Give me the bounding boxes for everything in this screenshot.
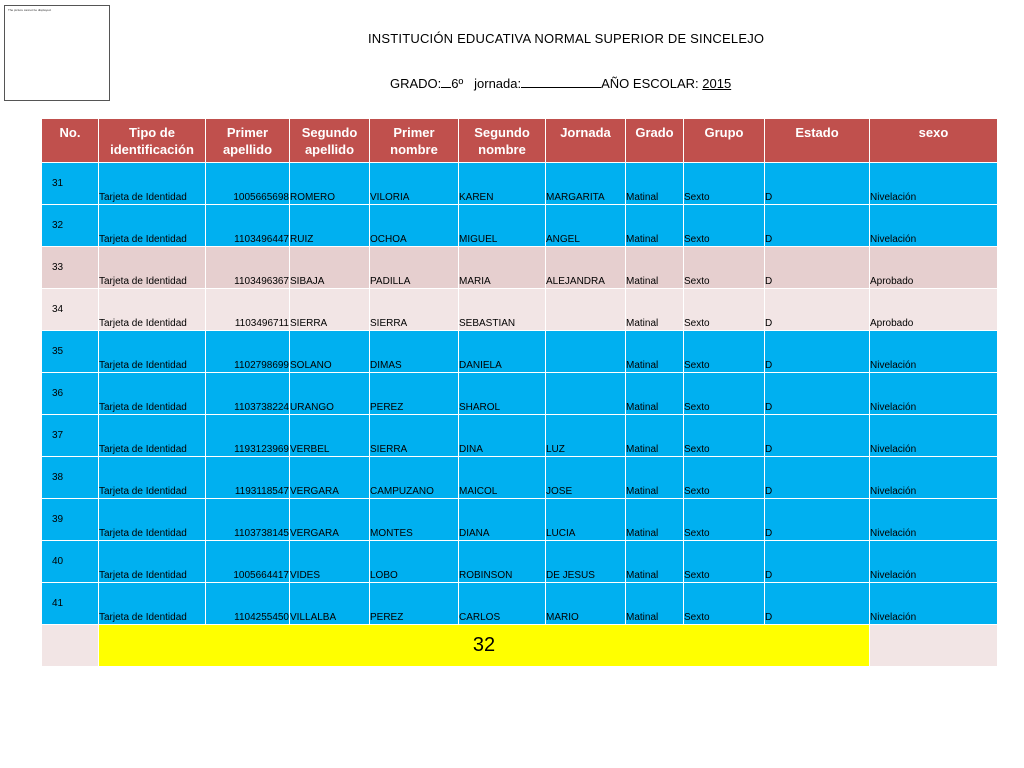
cell-grado: Sexto: [684, 499, 765, 541]
table-row: [42, 415, 998, 457]
cell-estado: Nivelación: [870, 541, 998, 583]
cell-primer-apellido: SOLANO: [290, 331, 370, 373]
cell-segundo-apellido: PEREZ: [370, 583, 459, 625]
cell-grupo: D: [765, 205, 870, 247]
cell-primer-apellido: URANGO: [290, 373, 370, 415]
cell-primer-apellido: SIBAJA: [290, 247, 370, 289]
cell-segundo-apellido: DIMAS: [370, 331, 459, 373]
cell-grado: Sexto: [684, 541, 765, 583]
cell-primer-apellido: ROMERO: [290, 163, 370, 205]
cell-segundo-apellido: PADILLA: [370, 247, 459, 289]
cell-segundo-apellido: MONTES: [370, 499, 459, 541]
total-empty-right: [870, 625, 998, 667]
cell-documento: 1103496367: [206, 247, 290, 289]
total-empty-left: [42, 625, 99, 667]
cell-tipo-identificacion: Tarjeta de Identidad: [99, 205, 206, 247]
cell-tipo-identificacion: Tarjeta de Identidad: [99, 163, 206, 205]
cell-no: 33: [42, 247, 99, 289]
cell-tipo-identificacion: Tarjeta de Identidad: [99, 499, 206, 541]
cell-primer-nombre: SEBASTIAN: [459, 289, 546, 331]
cell-tipo-identificacion: Tarjeta de Identidad: [99, 415, 206, 457]
cell-primer-nombre: MAICOL: [459, 457, 546, 499]
cell-primer-nombre: DINA: [459, 415, 546, 457]
cell-grado: Sexto: [684, 163, 765, 205]
cell-grupo: D: [765, 415, 870, 457]
jornada-blank: [521, 75, 601, 88]
cell-grupo: D: [765, 331, 870, 373]
cell-primer-apellido: RUIZ: [290, 205, 370, 247]
cell-no: 39: [42, 499, 99, 541]
cell-primer-apellido: VERGARA: [290, 499, 370, 541]
cell-tipo-identificacion: Tarjeta de Identidad: [99, 541, 206, 583]
cell-segundo-nombre: DE JESUS: [546, 541, 626, 583]
cell-estado: Nivelación: [870, 331, 998, 373]
cell-no: 31: [42, 163, 99, 205]
cell-grado: Sexto: [684, 289, 765, 331]
cell-grupo: D: [765, 289, 870, 331]
cell-jornada: Matinal: [626, 373, 684, 415]
cell-segundo-nombre: [546, 289, 626, 331]
cell-grupo: D: [765, 163, 870, 205]
cell-primer-nombre: KAREN: [459, 163, 546, 205]
students-table: [41, 118, 998, 667]
cell-no: 38: [42, 457, 99, 499]
column-header: Segundo apellido: [290, 119, 370, 163]
cell-segundo-nombre: LUZ: [546, 415, 626, 457]
cell-grupo: D: [765, 583, 870, 625]
cell-estado: Nivelación: [870, 373, 998, 415]
cell-grupo: D: [765, 373, 870, 415]
cell-grado: Sexto: [684, 373, 765, 415]
cell-jornada: Matinal: [626, 541, 684, 583]
anio-value: 2015: [702, 76, 732, 91]
cell-grado: Sexto: [684, 457, 765, 499]
table-row: [42, 163, 998, 205]
cell-segundo-apellido: OCHOA: [370, 205, 459, 247]
cell-tipo-identificacion: Tarjeta de Identidad: [99, 331, 206, 373]
cell-segundo-nombre: ANGEL: [546, 205, 626, 247]
cell-primer-nombre: DANIELA: [459, 331, 546, 373]
cell-estado: Aprobado: [870, 289, 998, 331]
table-row: [42, 289, 998, 331]
cell-grupo: D: [765, 541, 870, 583]
total-row: [42, 625, 998, 667]
grado-label: GRADO:: [390, 76, 442, 91]
cell-jornada: Matinal: [626, 331, 684, 373]
table-row: [42, 541, 998, 583]
cell-jornada: Matinal: [626, 499, 684, 541]
cell-segundo-apellido: SIERRA: [370, 289, 459, 331]
cell-grado: Sexto: [684, 583, 765, 625]
cell-no: 36: [42, 373, 99, 415]
cell-primer-nombre: SHAROL: [459, 373, 546, 415]
table-row: [42, 457, 998, 499]
cell-documento: 1103496711: [206, 289, 290, 331]
cell-grupo: D: [765, 247, 870, 289]
cell-estado: Nivelación: [870, 583, 998, 625]
table-row: [42, 373, 998, 415]
cell-jornada: Matinal: [626, 289, 684, 331]
cell-estado: Nivelación: [870, 415, 998, 457]
cell-no: 34: [42, 289, 99, 331]
logo-placeholder: [4, 5, 110, 101]
cell-jornada: Matinal: [626, 457, 684, 499]
cell-primer-apellido: SIERRA: [290, 289, 370, 331]
column-header: No.: [42, 119, 99, 163]
cell-jornada: Matinal: [626, 163, 684, 205]
column-header: Primer nombre: [370, 119, 459, 163]
cell-primer-apellido: VIDES: [290, 541, 370, 583]
cell-tipo-identificacion: Tarjeta de Identidad: [99, 457, 206, 499]
column-header: Grado: [626, 119, 684, 163]
column-header: Grupo: [684, 119, 765, 163]
grade-line: [390, 75, 731, 91]
cell-segundo-nombre: MARGARITA: [546, 163, 626, 205]
cell-primer-nombre: MIGUEL: [459, 205, 546, 247]
cell-documento: 1104255450: [206, 583, 290, 625]
cell-segundo-nombre: [546, 331, 626, 373]
cell-tipo-identificacion: Tarjeta de Identidad: [99, 289, 206, 331]
cell-segundo-apellido: VILORIA: [370, 163, 459, 205]
cell-segundo-nombre: [546, 373, 626, 415]
anio-label: AÑO ESCOLAR:: [601, 76, 703, 91]
table-row: [42, 247, 998, 289]
cell-segundo-nombre: ALEJANDRA: [546, 247, 626, 289]
column-header: Primer apellido: [206, 119, 290, 163]
table-header-row: [42, 119, 998, 163]
cell-grado: Sexto: [684, 415, 765, 457]
column-header: sexo: [870, 119, 998, 163]
cell-estado: Nivelación: [870, 163, 998, 205]
column-header: Tipo de identificación: [99, 119, 206, 163]
cell-primer-nombre: MARIA: [459, 247, 546, 289]
cell-documento: 1103738145: [206, 499, 290, 541]
table-row: [42, 331, 998, 373]
cell-segundo-apellido: SIERRA: [370, 415, 459, 457]
cell-documento: 1193118547: [206, 457, 290, 499]
cell-primer-nombre: ROBINSON: [459, 541, 546, 583]
cell-segundo-apellido: CAMPUZANO: [370, 457, 459, 499]
cell-tipo-identificacion: Tarjeta de Identidad: [99, 583, 206, 625]
column-header: Jornada: [546, 119, 626, 163]
cell-primer-apellido: VILLALBA: [290, 583, 370, 625]
cell-jornada: Matinal: [626, 583, 684, 625]
cell-jornada: Matinal: [626, 415, 684, 457]
cell-tipo-identificacion: Tarjeta de Identidad: [99, 373, 206, 415]
cell-jornada: Matinal: [626, 247, 684, 289]
table-row: [42, 499, 998, 541]
cell-primer-apellido: VERBEL: [290, 415, 370, 457]
cell-segundo-apellido: PEREZ: [370, 373, 459, 415]
cell-segundo-apellido: LOBO: [370, 541, 459, 583]
cell-grado: Sexto: [684, 247, 765, 289]
grado-value: 6º: [451, 76, 464, 91]
cell-estado: Nivelación: [870, 457, 998, 499]
cell-documento: 1193123969: [206, 415, 290, 457]
cell-segundo-nombre: LUCIA: [546, 499, 626, 541]
logo-note: The picture cannot be displayed.: [8, 8, 52, 12]
cell-documento: 1103496447: [206, 205, 290, 247]
jornada-label: jornada:: [474, 76, 522, 91]
cell-no: 41: [42, 583, 99, 625]
cell-estado: Nivelación: [870, 205, 998, 247]
column-header: Segundo nombre: [459, 119, 546, 163]
cell-segundo-nombre: JOSE: [546, 457, 626, 499]
cell-documento: 1005664417: [206, 541, 290, 583]
table-row: [42, 205, 998, 247]
total-count: 32: [99, 625, 870, 667]
cell-tipo-identificacion: Tarjeta de Identidad: [99, 247, 206, 289]
cell-no: 40: [42, 541, 99, 583]
cell-estado: Aprobado: [870, 247, 998, 289]
cell-primer-apellido: VERGARA: [290, 457, 370, 499]
cell-grupo: D: [765, 499, 870, 541]
cell-documento: 1005665698: [206, 163, 290, 205]
cell-jornada: Matinal: [626, 205, 684, 247]
cell-grupo: D: [765, 457, 870, 499]
cell-estado: Nivelación: [870, 499, 998, 541]
cell-no: 35: [42, 331, 99, 373]
cell-primer-nombre: CARLOS: [459, 583, 546, 625]
column-header: Estado: [765, 119, 870, 163]
cell-grado: Sexto: [684, 205, 765, 247]
cell-no: 32: [42, 205, 99, 247]
table-row: [42, 583, 998, 625]
institution-title: INSTITUCIÓN EDUCATIVA NORMAL SUPERIOR DE SINCELEJO: [368, 31, 765, 46]
cell-no: 37: [42, 415, 99, 457]
cell-grado: Sexto: [684, 331, 765, 373]
cell-documento: 1102798699: [206, 331, 290, 373]
cell-documento: 1103738224: [206, 373, 290, 415]
grado-blank: [441, 75, 451, 88]
cell-primer-nombre: DIANA: [459, 499, 546, 541]
cell-segundo-nombre: MARIO: [546, 583, 626, 625]
